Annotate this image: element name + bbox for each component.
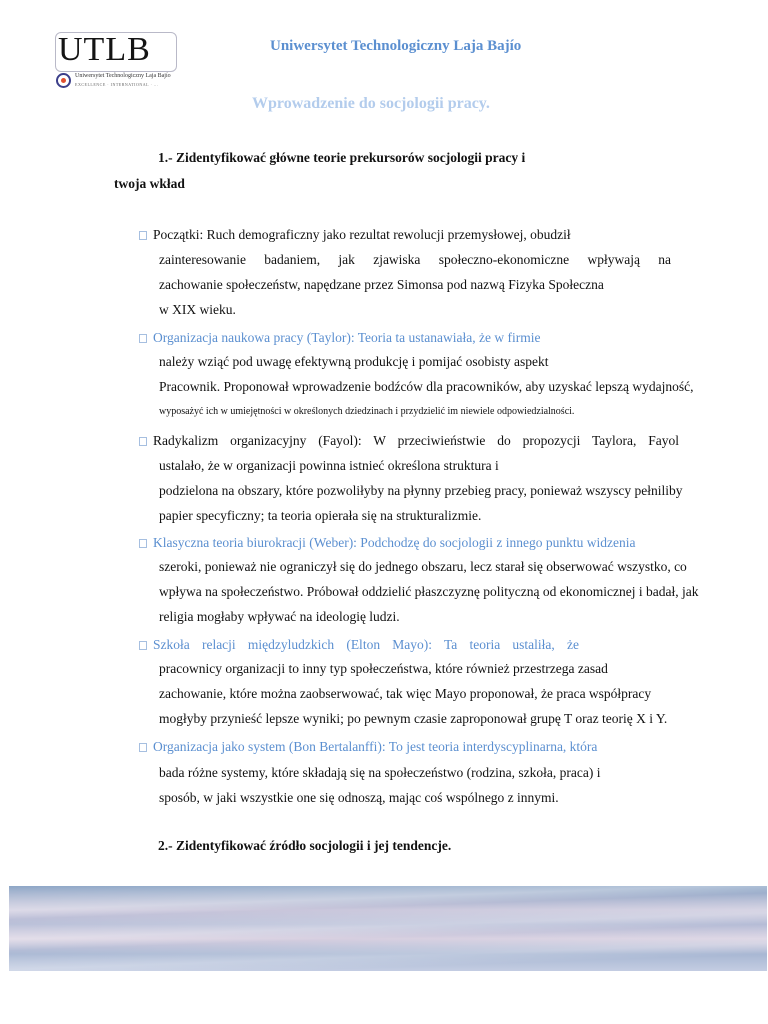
- list-item: [139, 738, 597, 756]
- list-item-line: należy wziąć pod uwagę efektywną produkcję i pomijać osobisty aspekt: [159, 354, 549, 369]
- list-item-line: religia mogłaby wpływać na ideologię ludzi.: [159, 609, 400, 624]
- list-item-line: sposób, w jaki wszystkie one się odnoszą, mając coś wspólnego z innymi.: [159, 790, 559, 805]
- list-item-line: bada różne systemy, które składają się na społeczeństwo (rodzina, szkoła, praca) i: [159, 765, 601, 780]
- list-item-line: Pracownik. Proponował wprowadzenie bodźców dla pracowników, aby uzyskać lepszą wydajność,: [159, 379, 694, 394]
- bullet-icon: [139, 539, 147, 548]
- list-item-line: mogłyby przynieść lepsze wyniki; po pewnym czasie zaproponował grupę T oraz teorię X i Y.: [159, 711, 668, 726]
- list-item: [139, 226, 571, 244]
- bullet-icon: [139, 641, 147, 650]
- list-item-line: podzielona na obszary, które pozwoliłyby na płynny przebieg pracy, ponieważ wszyscy pełniliby: [159, 483, 683, 498]
- list-item-text: Radykalizm organizacyjny (Fayol): W przeciwieństwie do propozycji Taylora, Fayol: [153, 433, 679, 448]
- list-item-line: zachowanie, które można zaobserwować, tak więc Mayo proponował, że praca współpracy: [159, 686, 652, 701]
- list-item-text: Organizacja naukowa pracy (Taylor): Teoria ta ustanawiała, że w firmie: [153, 330, 541, 345]
- list-item-line: pracownicy organizacji to inny typ społeczeństwa, które również przestrzega zasad: [159, 661, 608, 676]
- list-item: [139, 329, 540, 347]
- list-item: [139, 534, 636, 552]
- university-logo: [55, 30, 180, 90]
- list-item-line: papier specyficzny; ta teoria opierała się na strukturalizmie.: [159, 508, 482, 523]
- list-item-text: Początki: Ruch demograficzny jako rezultat rewolucji przemysłowej, obudził: [153, 227, 571, 242]
- list-item-line: szeroki, ponieważ nie ograniczył się do jednego obszaru, lecz starał się obserwować wszystko, co: [159, 559, 687, 574]
- list-item-text: Klasyczna teoria biurokracji (Weber): Podchodzę do socjologii z innego punktu widzenia: [153, 535, 636, 550]
- list-item-line: w XIX wieku.: [159, 302, 236, 317]
- list-item-line: wyposażyć ich w umiejętności w określonych dziedzinach i przydzielić im niewiele odpowiedzialności.: [159, 406, 575, 417]
- list-item: [139, 636, 579, 654]
- bullet-icon: [139, 334, 147, 343]
- course-title: Wprowadzenie do socjologii pracy.: [252, 95, 490, 112]
- sky-banner-image: [9, 886, 767, 971]
- logo-subtitle: Uniwersytet Technologiczny Laja Bajío: [75, 73, 171, 79]
- list-item-line: wpływa na społeczeństwo. Próbował oddzielić płaszczyznę polityczną od ekonomicznej i badał, jak: [159, 584, 699, 599]
- question-1-line-1: 1.- Zidentyfikować główne teorie prekursorów socjologii pracy i: [158, 150, 526, 165]
- question-1-line-2: twoja wkład: [114, 176, 185, 191]
- bullet-icon: [139, 437, 147, 446]
- bullet-icon: [139, 743, 147, 752]
- logo-tagline: EXCELLENCE · INTERNATIONAL · ...: [75, 82, 159, 87]
- logo-wordmark: UTLB: [58, 31, 151, 68]
- bullet-icon: [139, 231, 147, 240]
- university-name: Uniwersytet Technologiczny Laja Bajío: [270, 38, 522, 54]
- list-item-line: ustalało, że w organizacji powinna istnieć określona struktura i: [159, 458, 499, 473]
- list-item-text: Organizacja jako system (Bon Bertalanffi): To jest teoria interdyscyplinarna, która: [153, 739, 598, 754]
- list-item-line: zainteresowanie badaniem, jak zjawiska społeczno-ekonomiczne wpływają na: [159, 252, 671, 267]
- list-item-text: Szkoła relacji międzyludzkich (Elton Mayo): Ta teoria ustaliła, że: [153, 637, 579, 652]
- question-2: 2.- Zidentyfikować źródło socjologii i jej tendencje.: [158, 838, 452, 853]
- list-item: [139, 432, 679, 450]
- list-item-line: zachowanie społeczeństw, napędzane przez Simonsa pod nazwą Fizyka Społeczna: [159, 277, 604, 292]
- logo-emblem-icon: [56, 73, 71, 88]
